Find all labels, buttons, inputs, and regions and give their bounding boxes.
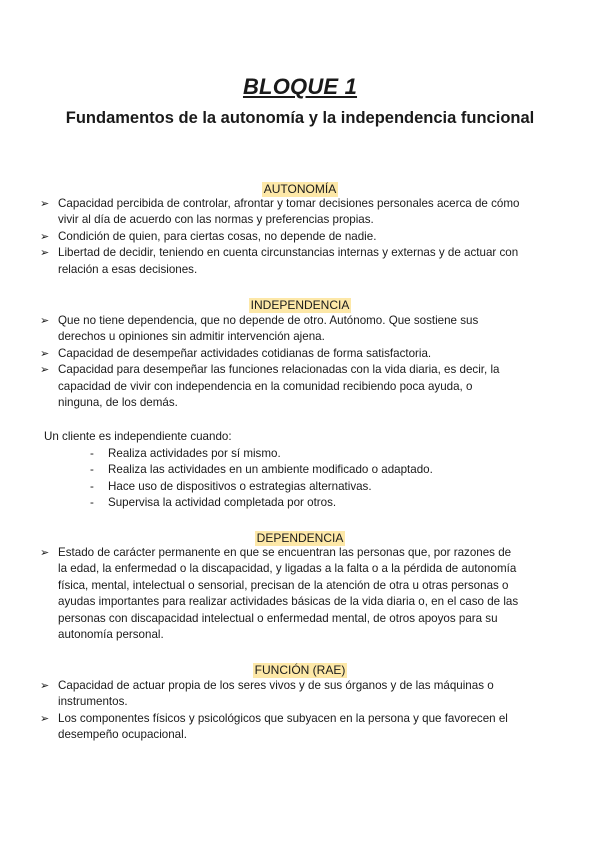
arrow-bullet-icon: ➢ [40, 547, 50, 559]
funcion-list [40, 678, 520, 744]
list-item: ➢ Estado de carácter permanente en que se encuentran las personas que, por razones de la edad, la enfermedad o la discapacidad, y ligadas a la falta o a la pérdida de autonomía física, mental, intelectual o sensorial, precisan de la atención de otra u otras personas o ayudas importantes para realizar actividades básicas de la vida diaria o, en el caso de las personas con discapacidad intelectual o enfermedad mental, de otros apoyos para su autonomía personal. [40, 546, 519, 642]
independencia-list [40, 313, 520, 411]
section-independencia-heading-wrap [0, 296, 600, 314]
autonomia-list [40, 196, 520, 278]
list-item: - Hace uso de dispositivos o estrategias alternativas. [90, 479, 510, 495]
arrow-bullet-icon: ➢ [40, 712, 50, 725]
list-item: - Supervisa la actividad completada por otros. [90, 495, 510, 511]
cliente-intro: Un cliente es independiente cuando: [44, 430, 232, 443]
arrow-bullet-icon: ➢ [40, 364, 50, 377]
list-item: ➢ Capacidad de actuar propia de los seres vivos y de sus órganos y de las máquinas o instrumentos. [40, 679, 494, 709]
arrow-bullet-icon: ➢ [40, 680, 50, 692]
dash-bullet: - [90, 447, 94, 460]
section-heading-independencia: INDEPENDENCIA [250, 298, 350, 312]
section-funcion-heading-wrap [0, 661, 600, 679]
arrow-bullet-icon: ➢ [40, 247, 50, 260]
list-item: ➢ Capacidad de desempeñar actividades cotidianas de forma satisfactoria. [40, 346, 520, 362]
page-title: BLOQUE 1 [242, 74, 358, 99]
list-item: ➢ Que no tiene dependencia, que no depende de otro. Autónomo. Que sostiene sus derechos u opiniones sin admitir intervención ajena. [40, 314, 479, 344]
list-item: ➢ Libertad de decidir, teniendo en cuenta circunstancias internas y externas y de actuar con relación a esas decisiones. [40, 246, 519, 276]
section-heading-funcion: FUNCIÓN (RAE) [254, 663, 346, 677]
section-heading-autonomia: AUTONOMÍA [263, 182, 337, 196]
page-subtitle: Fundamentos de la autonomía y la independencia funcional [65, 109, 535, 127]
list-item: ➢ Capacidad para desempeñar las funciones relacionadas con la vida diaria, es decir, la capacidad de vivir con independencia en la comunidad recibiendo poca ayuda, o ninguna, de los demás. [40, 363, 500, 410]
dash-bullet: - [90, 463, 94, 477]
list-item: ➢ Capacidad percibida de controlar, afrontar y tomar decisiones personales acerca de cómo vivir al día de acuerdo con las normas y preferencias propias. [40, 197, 520, 227]
arrow-bullet-icon: ➢ [40, 315, 50, 327]
list-item: ➢ Condición de quien, para ciertas cosas, no depende de nadie. [40, 229, 520, 245]
arrow-bullet-icon: ➢ [40, 230, 50, 243]
arrow-bullet-icon: ➢ [40, 347, 50, 360]
list-item: - Realiza actividades por sí mismo. [90, 446, 510, 462]
dash-bullet: - [90, 496, 94, 510]
dependencia-list [40, 545, 520, 643]
list-item: ➢ Los componentes físicos y psicológicos que subyacen en la persona y que favorecen el desempeño ocupacional. [40, 711, 508, 742]
dash-bullet: - [90, 479, 94, 493]
list-item: - Realiza las actividades en un ambiente modificado o adaptado. [90, 462, 510, 478]
arrow-bullet-icon: ➢ [40, 198, 50, 210]
section-heading-dependencia: DEPENDENCIA [256, 531, 344, 545]
cliente-list [90, 446, 510, 512]
